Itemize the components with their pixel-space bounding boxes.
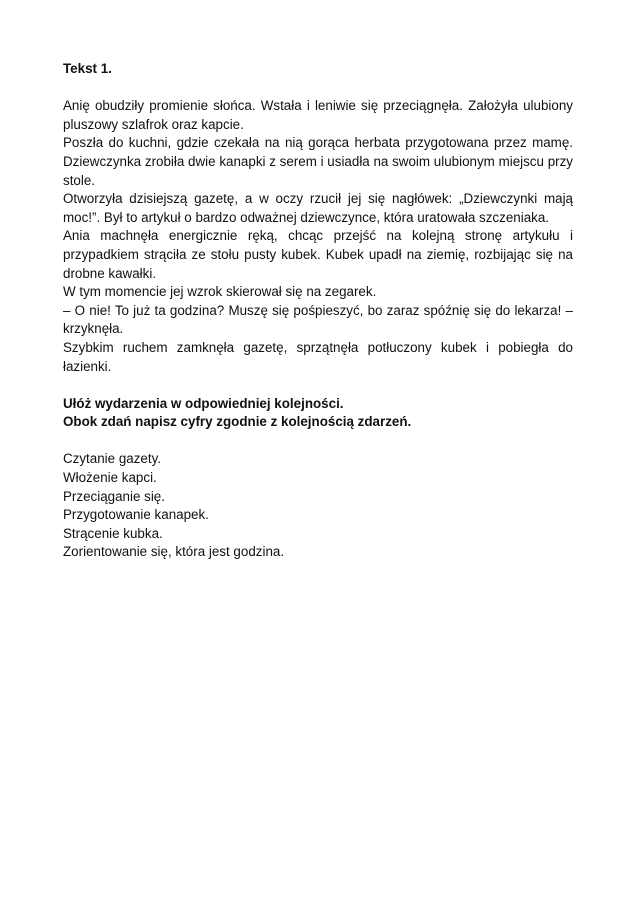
paragraph: – O nie! To już ta godzina? Muszę się pośpieszyć, bo zaraz spóźnię się do lekarza! – krzyknęła. xyxy=(63,302,573,337)
event-item: Przygotowanie kanapek. xyxy=(63,507,209,523)
document-page xyxy=(63,60,573,575)
event-item: Zorientowanie się, która jest godzina. xyxy=(63,544,285,560)
story-text xyxy=(63,97,573,376)
task-line: Ułóż wydarzenia w odpowiedniej kolejności. xyxy=(63,395,344,411)
task-instructions xyxy=(63,395,573,432)
event-item: Strącenie kubka. xyxy=(63,525,163,541)
document-title: Tekst 1. xyxy=(63,61,112,76)
paragraph: W tym momencie jej wzrok skierował się na zegarek. xyxy=(63,284,377,300)
task-line: Obok zdań napisz cyfry zgodnie z kolejnością zdarzeń. xyxy=(63,414,412,430)
paragraph: Szybkim ruchem zamknęła gazetę, sprzątnęła potłuczony kubek i pobiegła do łazienki. xyxy=(63,339,573,374)
event-item: Przeciąganie się. xyxy=(63,488,165,504)
paragraph: Anię obudziły promienie słońca. Wstała i leniwie się przeciągnęła. Założyła ulubiony pluszowy szlafrok oraz kapcie. xyxy=(63,98,573,132)
paragraph: Otworzyła dzisiejszą gazetę, a w oczy rzucił jej się nagłówek: „Dziewczynki mają moc!”. Był to artykuł o bardzo odważnej dziewczynce, która uratowała szczeniaka. xyxy=(63,191,573,225)
event-item: Włożenie kapci. xyxy=(63,470,157,486)
paragraph: Poszła do kuchni, gdzie czekała na nią gorąca herbata przygotowana przez mamę. Dziewczynka zrobiła dwie kanapki z serem i usiadła na swoim ulubionym miejscu przy stole. xyxy=(63,135,573,188)
event-item: Czytanie gazety. xyxy=(63,451,161,467)
events-list xyxy=(63,450,573,562)
paragraph: Ania machnęła energicznie ręką, chcąc przejść na kolejną stronę artykułu i przypadkiem strąciła ze stołu pusty kubek. Kubek upadł na ziemię, rozbijając się na drobne kawałki. xyxy=(63,228,573,281)
